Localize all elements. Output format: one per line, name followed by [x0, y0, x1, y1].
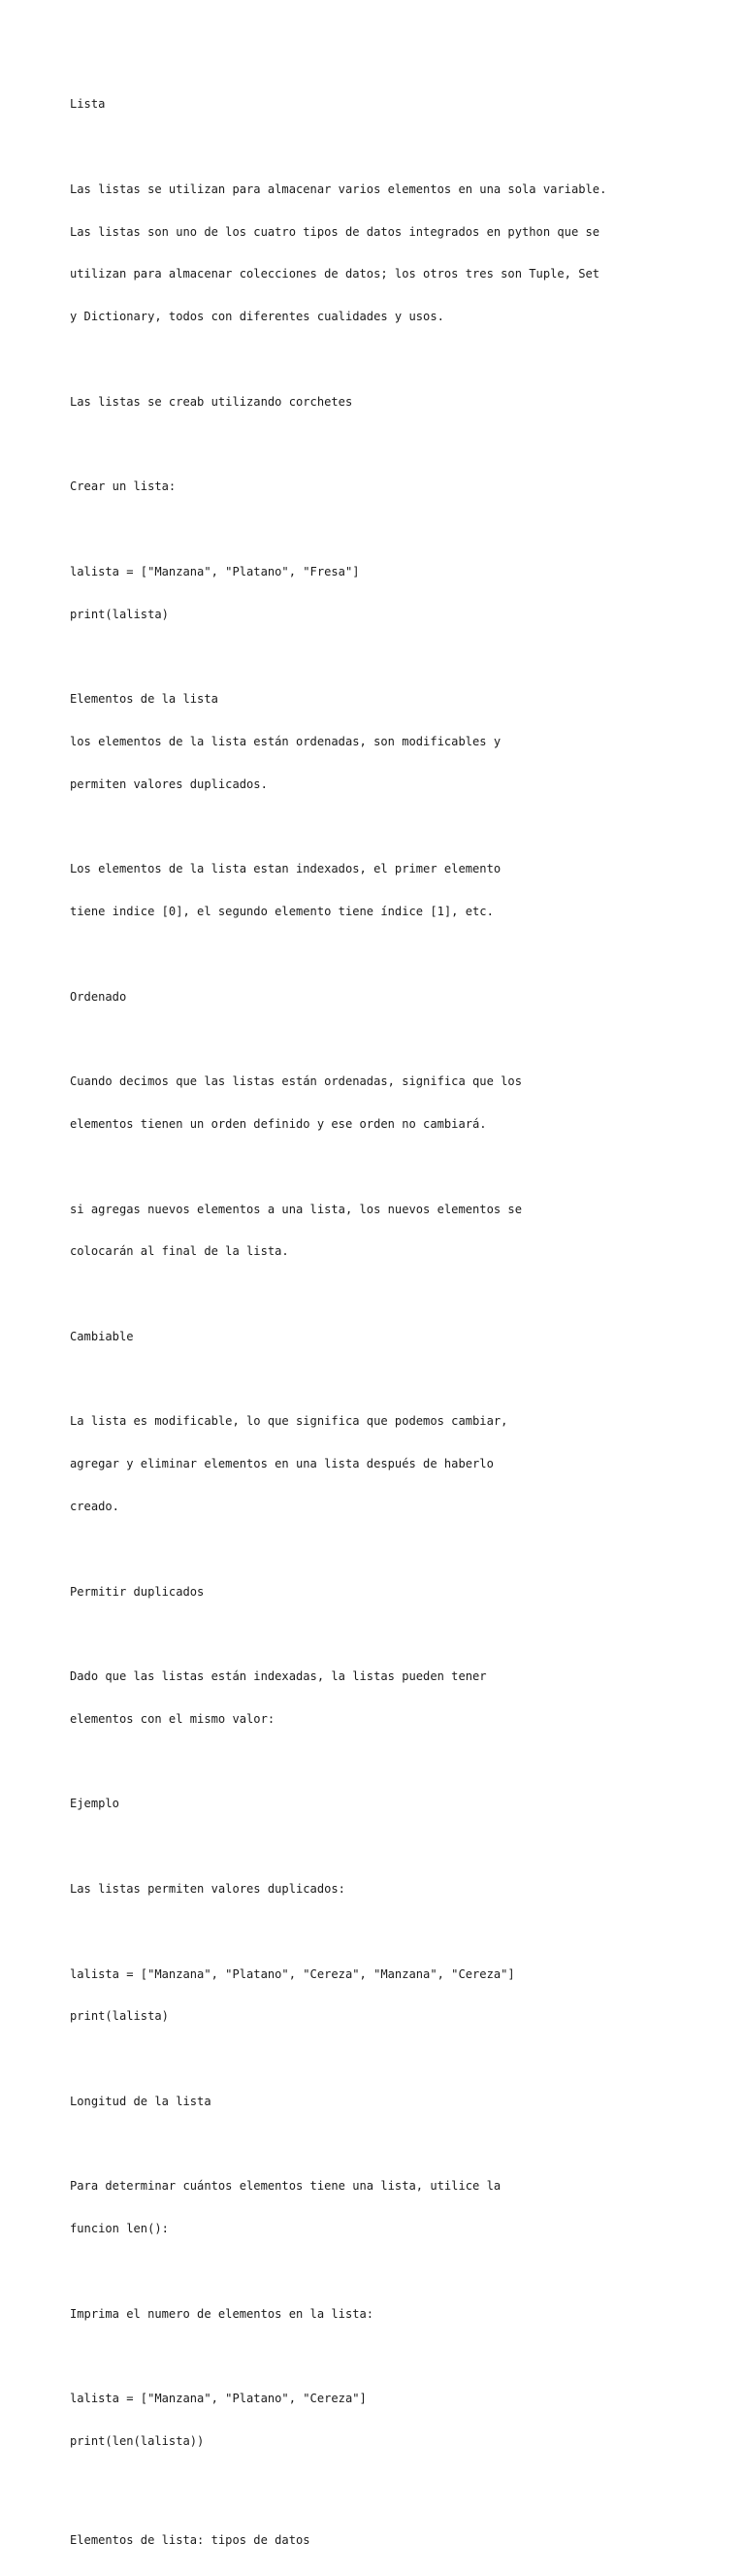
- code-block-crear: [70, 537, 710, 650]
- text-line: Crear un lista:: [70, 479, 177, 494]
- heading-ordenado: [70, 961, 710, 1032]
- heading-lista: [70, 69, 710, 140]
- paragraph-modificable: [70, 1386, 710, 1542]
- text-line: utilizan para almacenar colecciones de datos; los otros tres son Tuple, Set: [70, 267, 600, 281]
- paragraph-indexados: [70, 834, 710, 947]
- text-line: Para determinar cuántos elementos tiene una lista, utilice la: [70, 2179, 502, 2194]
- text-line: colocarán al final de la lista.: [70, 1244, 289, 1259]
- paragraph-elementos: [70, 664, 710, 820]
- paragraph-crear-lista: [70, 451, 710, 522]
- text-line: Las listas se creab utilizando corchetes: [70, 394, 353, 409]
- code-line: print(lalista): [70, 607, 169, 621]
- paragraph-agregas: [70, 1173, 710, 1287]
- text-line: Las listas son uno de los cuatro tipos de datos integrados en python que se: [70, 224, 600, 239]
- text-line: Ejemplo: [70, 1797, 119, 1811]
- text-line: Lista: [70, 97, 106, 112]
- paragraph-corchetes: [70, 366, 710, 437]
- code-line: lalista = ["Manzana", "Platano", "Fresa"]: [70, 564, 360, 578]
- text-line: Permitir duplicados: [70, 1584, 205, 1599]
- code-block-duplicados: [70, 1938, 710, 2052]
- text-line: Longitud de la lista: [70, 2094, 211, 2108]
- text-line: permiten valores duplicados.: [70, 776, 268, 791]
- paragraph-determinar: [70, 2151, 710, 2264]
- text-line: Cuando decimos que las listas están ordenadas, significa que los: [70, 1074, 522, 1089]
- heading-ejemplo: [70, 1768, 710, 1839]
- text-line: elementos con el mismo valor:: [70, 1711, 275, 1726]
- text-line: y Dictionary, todos con diferentes cualidades y usos.: [70, 310, 444, 324]
- text-line: Las listas se utilizan para almacenar varios elementos en una sola variable.: [70, 182, 607, 196]
- paragraph-imprima: [70, 2279, 710, 2350]
- text-line: agregar y eliminar elementos en una lista después de haberlo: [70, 1457, 494, 1471]
- text-line: Elementos de la lista: [70, 692, 218, 707]
- text-line: Imprima el numero de elementos en la lista:: [70, 2306, 374, 2321]
- paragraph-indexadas: [70, 1641, 710, 1755]
- text-line: Las listas permiten valores duplicados:: [70, 1882, 345, 1896]
- heading-longitud: [70, 2066, 710, 2137]
- heading-permitir-duplicados: [70, 1556, 710, 1627]
- paragraph-intro: [70, 154, 710, 352]
- paragraph-permiten-duplicados: [70, 1854, 710, 1925]
- text-line: La lista es modificable, lo que significa que podemos cambiar,: [70, 1414, 508, 1429]
- code-block-len: [70, 2363, 710, 2477]
- text-line: funcion len():: [70, 2222, 169, 2236]
- text-line: los elementos de la lista están ordenadas, son modificables y: [70, 734, 502, 748]
- text-line: si agregas nuevos elementos a una lista, los nuevos elementos se: [70, 1202, 522, 1216]
- code-line: print(len(lalista)): [70, 2434, 205, 2449]
- code-line: lalista = ["Manzana", "Platano", "Cereza", "Manzana", "Cereza"]: [70, 1966, 515, 1981]
- document-page: [70, 69, 710, 2576]
- text-line: creado.: [70, 1499, 119, 1513]
- text-line: tiene indice [0], el segundo elemento tiene índice [1], etc.: [70, 905, 494, 919]
- text-line: Ordenado: [70, 989, 127, 1004]
- paragraph-ordenadas: [70, 1046, 710, 1160]
- text-line: Los elementos de la lista estan indexados, el primer elemento: [70, 862, 502, 876]
- code-line: lalista = ["Manzana", "Platano", "Cereza"]: [70, 2392, 367, 2406]
- text-line: Elementos de lista: tipos de datos: [70, 2533, 310, 2548]
- text-line: Dado que las listas están indexadas, la listas pueden tener: [70, 1669, 487, 1684]
- text-line: elementos tienen un orden definido y ese orden no cambiará.: [70, 1116, 487, 1131]
- text-line: Cambiable: [70, 1329, 134, 1343]
- code-line: print(lalista): [70, 2009, 169, 2024]
- heading-tipos-de-datos: [70, 2505, 710, 2576]
- heading-cambiable: [70, 1302, 710, 1372]
